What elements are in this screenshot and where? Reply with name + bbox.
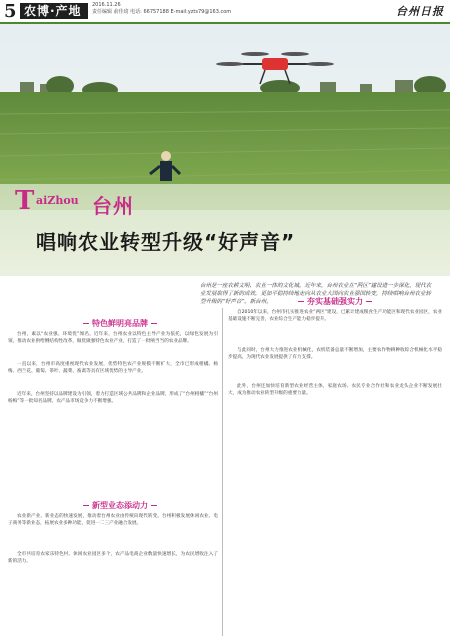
- section-title: 农博·产地: [20, 3, 88, 19]
- subhead-new-business: 新型业态添动力: [30, 500, 210, 511]
- subhead-foundation: 夯实基础强实力: [240, 296, 430, 307]
- masthead-meta: [92, 2, 231, 16]
- article-paragraph: 此外，台州还加快培育新型农业经营主体，家庭农场、农民专业合作社和农业龙头企业不断发展壮大，成为推动农业转型升级的重要力量。: [228, 384, 442, 396]
- newspaper-name: 台州日报: [396, 5, 444, 18]
- article-paragraph: 与此同时，台州大力推进农业机械化，农机装备总量不断增加，主要农作物耕种收综合机械化水平稳步提高，为现代农业发展提供了有力支撑。: [228, 348, 442, 360]
- taizhou-logo-cn: 台州: [92, 194, 134, 218]
- issue-date: 2016.11.26: [92, 2, 121, 8]
- feature-photo: [0, 24, 450, 276]
- taizhou-logo-letter: T: [15, 186, 35, 216]
- article-paragraph: 农业新产业、新业态的快速发展，推动着台州农业由传统向现代转变。台州积极发展休闲农业、电子商务等新业态，拓展农业多种功能，促进一二三产业融合发展。: [8, 514, 218, 526]
- article-paragraph: 近年来，台州坚持以品牌建设为引领，着力打造区域公共品牌和企业品牌，形成了“台州柑橘”“台州杨梅”等一批知名品牌，农产品市场竞争力不断增强。: [8, 392, 218, 404]
- page-headline: 唱响农业转型升级“好声音”: [36, 230, 296, 254]
- masthead: [0, 0, 450, 24]
- subhead-brand: 特色鲜明亮品牌: [40, 318, 200, 329]
- editor-contact: 责任编辑 俞佳琦 电话: 66757188 E-mail:yzts79@163.com: [92, 9, 232, 15]
- page-number: 5: [4, 1, 17, 22]
- article-paragraph: 自2010年以来，台州市扎实推进农业“两区”建设，已累计建成粮食生产功能区和现代农业园区，农业基础设施不断完善，农业综合生产能力稳步提升。: [228, 310, 442, 322]
- column-divider: [222, 308, 223, 636]
- lead-paragraph: 台州是一座农耕文明、农业一体的文化城。近年来，台州农业在“两区”建设进一步深化，现代农业发展取得了新的成效，更加平稳持续地走向从农业大国向农业强国转变，持续唱响台州农业转型升级的“好声音”。新台州。: [200, 282, 432, 305]
- article-paragraph: 全市共培育农家乐特色村、休闲农业园区多个，农产品电商企业数量快速增长，为农民增收注入了新的活力。: [8, 552, 218, 564]
- taizhou-logo-text: aiZhou: [36, 194, 79, 207]
- article-paragraph: 一直以来，台州市高度重视现代农业发展，优势特色农产业规模不断扩大，全市已形成柑橘、杨梅、西兰花、葡萄、茶叶、蔬菜、畜禽等具有区域优势的主导产业。: [8, 362, 218, 374]
- article-paragraph: 台州，素以“农业强、环境优”闻名。近年来，台州农业以特色主导产业为依托，以绿色发展为引领，推动农业供给侧结构性改革，做优做强特色农业产业，打造了一批响当当的农业品牌。: [8, 332, 218, 344]
